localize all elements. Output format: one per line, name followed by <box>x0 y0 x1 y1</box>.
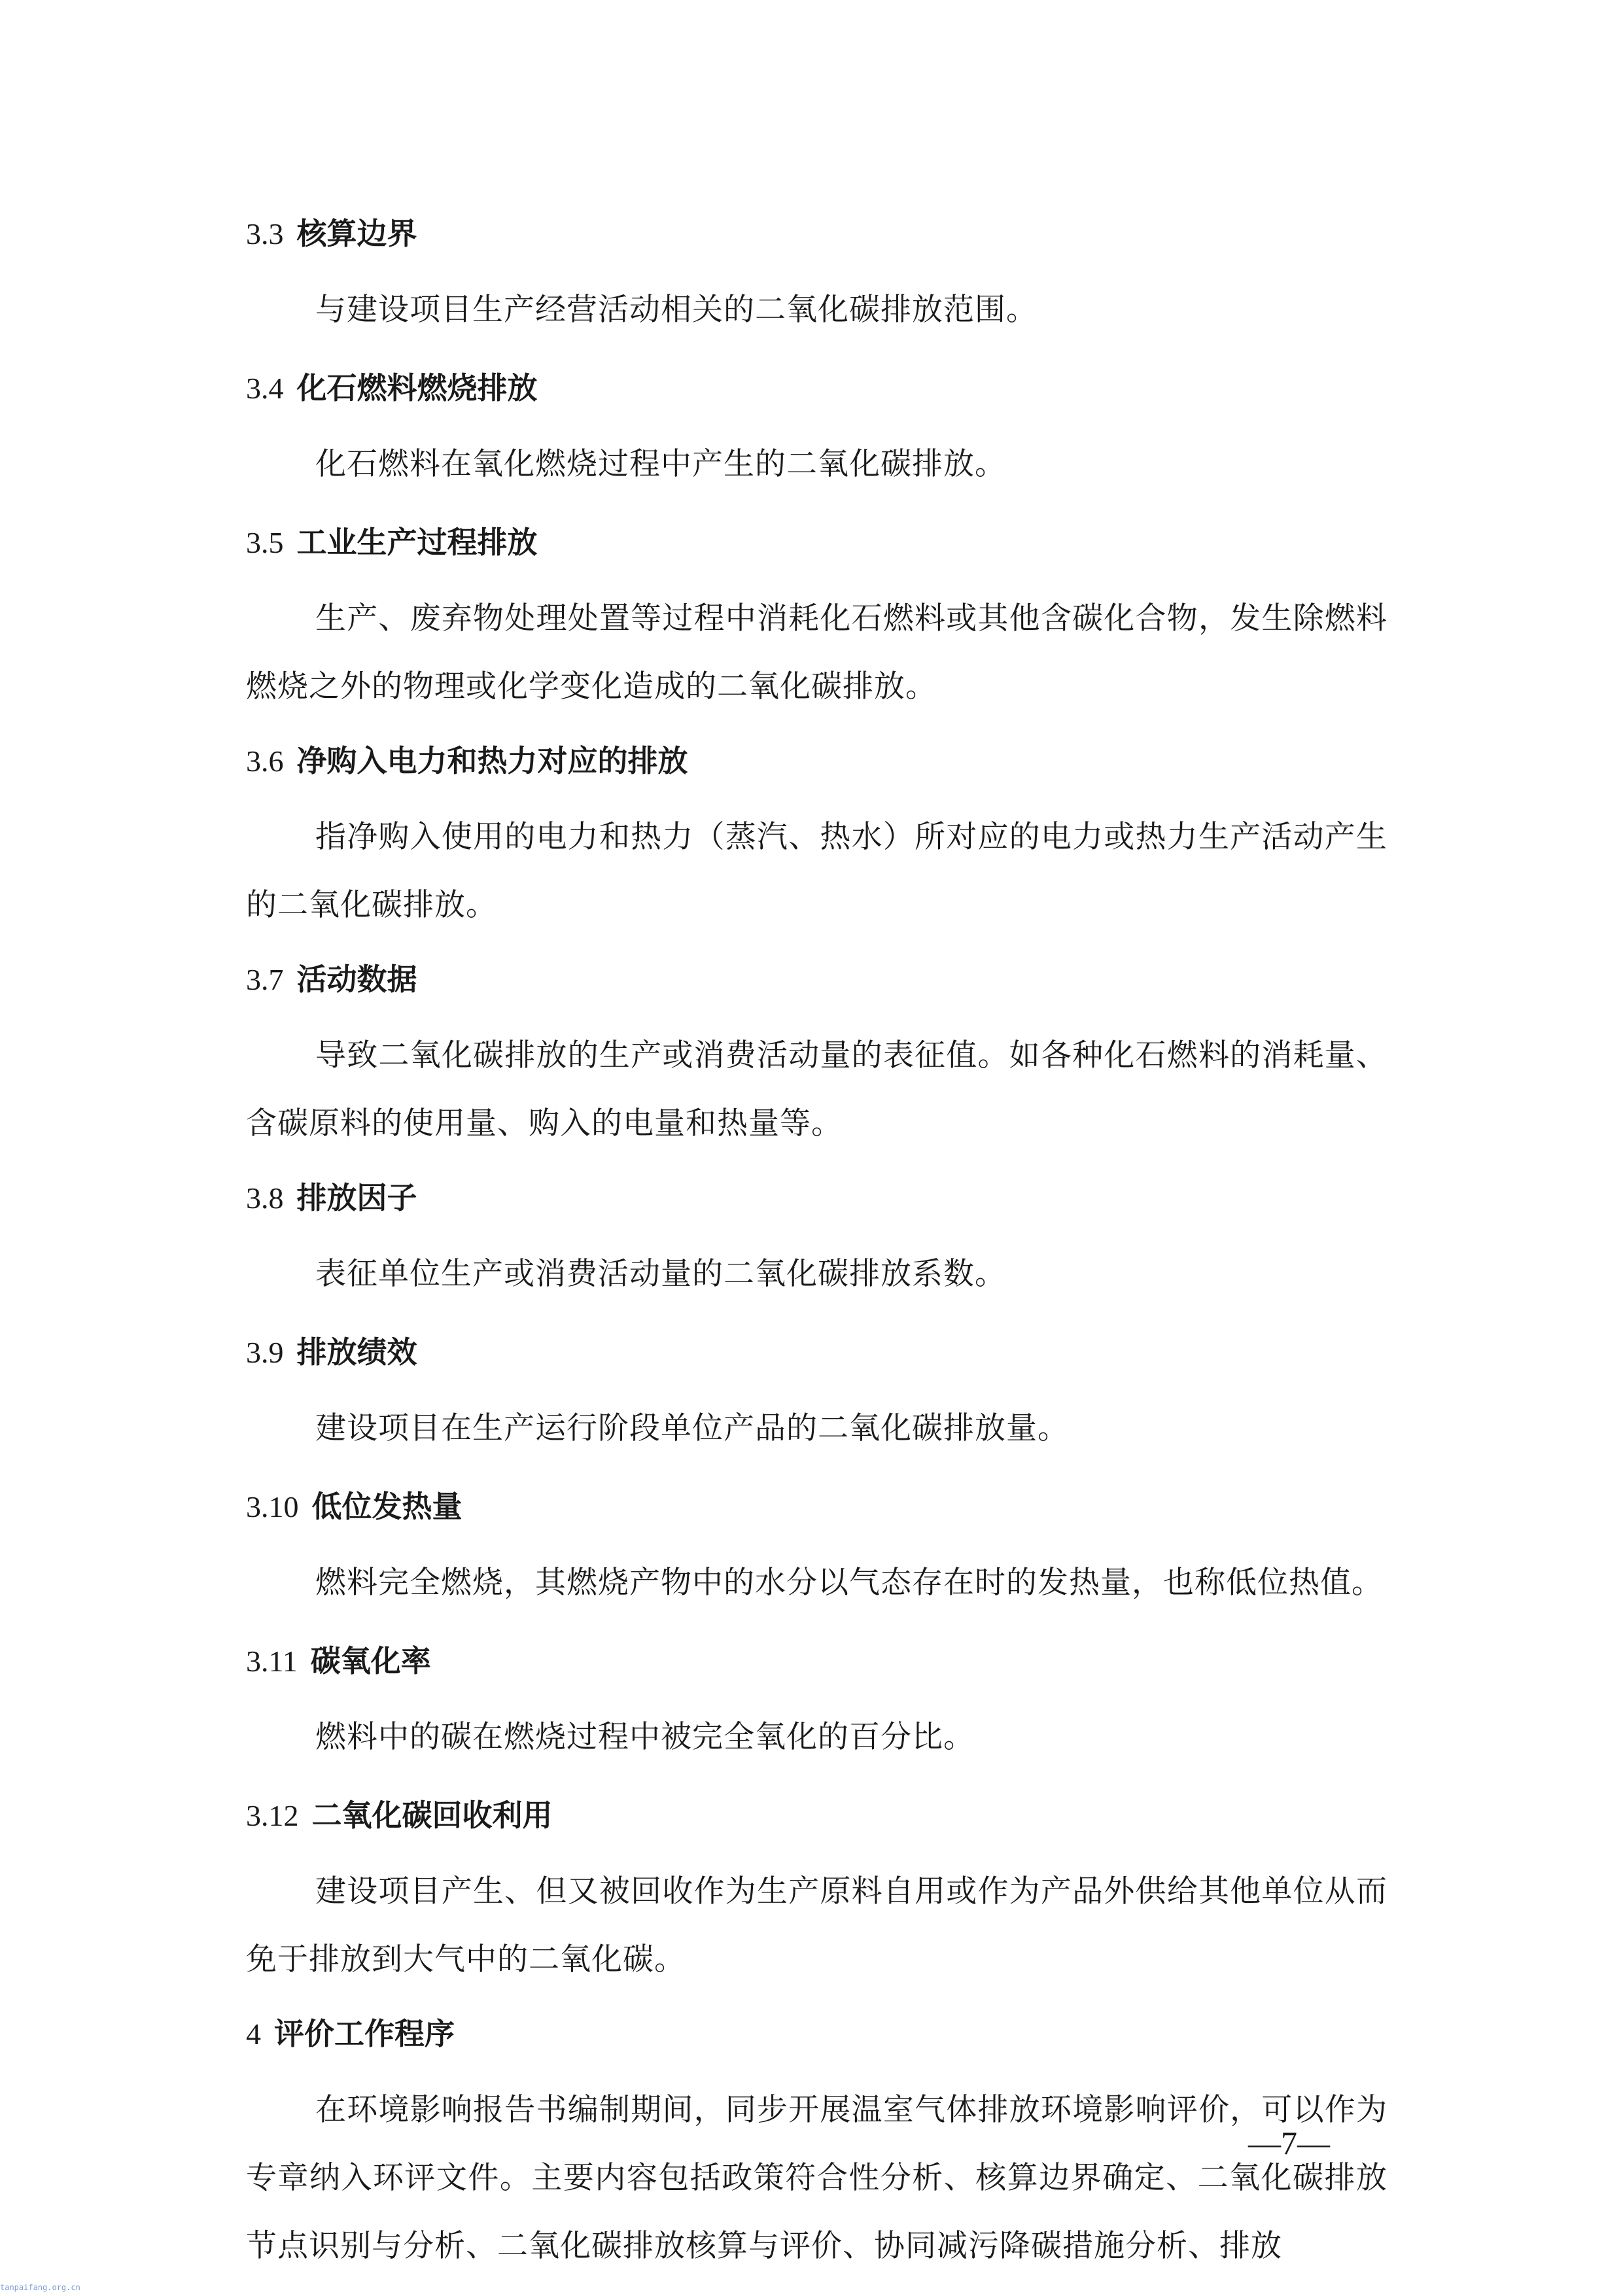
section-number: 4 <box>246 2017 261 2051</box>
document-body <box>246 209 1387 2296</box>
section-heading-3-12 <box>246 1791 1387 1839</box>
section-title: 排放因子 <box>296 1180 417 1215</box>
section-number: 3.10 <box>246 1490 299 1523</box>
section-body-3-3: 与建设项目生产经营活动相关的二氧化碳排放范围。 <box>315 292 1038 328</box>
watermark-text: tanpaifang.org.cn <box>0 2283 80 2292</box>
section-title: 评价工作程序 <box>274 2016 455 2051</box>
section-number: 3.5 <box>246 526 284 559</box>
section-number: 3.6 <box>246 744 284 778</box>
section-body-3-5: 生产、废弃物处理处置等过程中消耗化石燃料或其他含碳化合物，发生除燃料燃烧之外的物理或化学变化造成的二氧化碳排放。 <box>246 600 1387 704</box>
section-title: 低位发热量 <box>311 1489 462 1524</box>
section-body-3-11: 燃料中的碳在燃烧过程中被完全氧化的百分比。 <box>315 1719 975 1755</box>
section-heading-3-4 <box>246 364 1387 412</box>
section-number: 3.11 <box>246 1644 298 1678</box>
section-heading-3-6 <box>246 737 1387 785</box>
section-body-3-7: 导致二氧化碳排放的生产或消费活动量的表征值。如各种化石燃料的消耗量、含碳原料的使用量、购入的电量和热量等。 <box>246 1037 1387 1141</box>
section-title: 工业生产过程排放 <box>296 525 538 560</box>
section-heading-3-11 <box>246 1637 1387 1685</box>
section-title: 净购入电力和热力对应的排放 <box>296 743 688 778</box>
section-title: 二氧化碳回收利用 <box>311 1798 553 1833</box>
section-number: 3.8 <box>246 1181 284 1215</box>
section-body-3-8: 表征单位生产或消费活动量的二氧化碳排放系数。 <box>315 1256 1006 1292</box>
section-body-3-4: 化石燃料在氧化燃烧过程中产生的二氧化碳排放。 <box>315 446 1006 482</box>
section-number: 3.12 <box>246 1799 299 1832</box>
page-number: —7— <box>1248 2125 1330 2161</box>
section-heading-3-3 <box>246 209 1387 258</box>
section-number: 3.4 <box>246 372 284 405</box>
section-heading-3-5 <box>246 518 1387 566</box>
section-title: 排放绩效 <box>296 1334 417 1370</box>
section-body-3-9: 建设项目在生产运行阶段单位产品的二氧化碳排放量。 <box>315 1410 1069 1446</box>
section-title: 化石燃料燃烧排放 <box>296 370 538 406</box>
section-body-3-6: 指净购入使用的电力和热力（蒸汽、热水）所对应的电力或热力生产活动产生的二氧化碳排放。 <box>246 819 1387 923</box>
section-number: 3.7 <box>246 963 284 996</box>
section-title: 碳氧化率 <box>310 1643 431 1679</box>
section-body-3-10: 燃料完全燃烧，其燃烧产物中的水分以气态存在时的发热量，也称低位热值。 <box>315 1565 1383 1601</box>
section-heading-3-8 <box>246 1174 1387 1222</box>
section-body-4: 在环境影响报告书编制期间，同步开展温室气体排放环境影响评价，可以作为专章纳入环评文件。主要内容包括政策符合性分析、核算边界确定、二氧化碳排放节点识别与分析、二氧化碳排放核算与评价、协同减污降碳措施分析、排放 <box>246 2092 1387 2264</box>
section-heading-3-7 <box>246 955 1387 1003</box>
section-heading-4 <box>246 2009 1387 2058</box>
section-number: 3.9 <box>246 1336 284 1369</box>
section-number: 3.3 <box>246 217 284 251</box>
section-heading-3-10 <box>246 1482 1387 1531</box>
section-body-3-12: 建设项目产生、但又被回收作为生产原料自用或作为产品外供给其他单位从而免于排放到大气中的二氧化碳。 <box>246 1873 1387 1977</box>
section-title: 活动数据 <box>296 962 417 997</box>
section-title: 核算边界 <box>296 216 417 251</box>
section-heading-3-9 <box>246 1328 1387 1376</box>
